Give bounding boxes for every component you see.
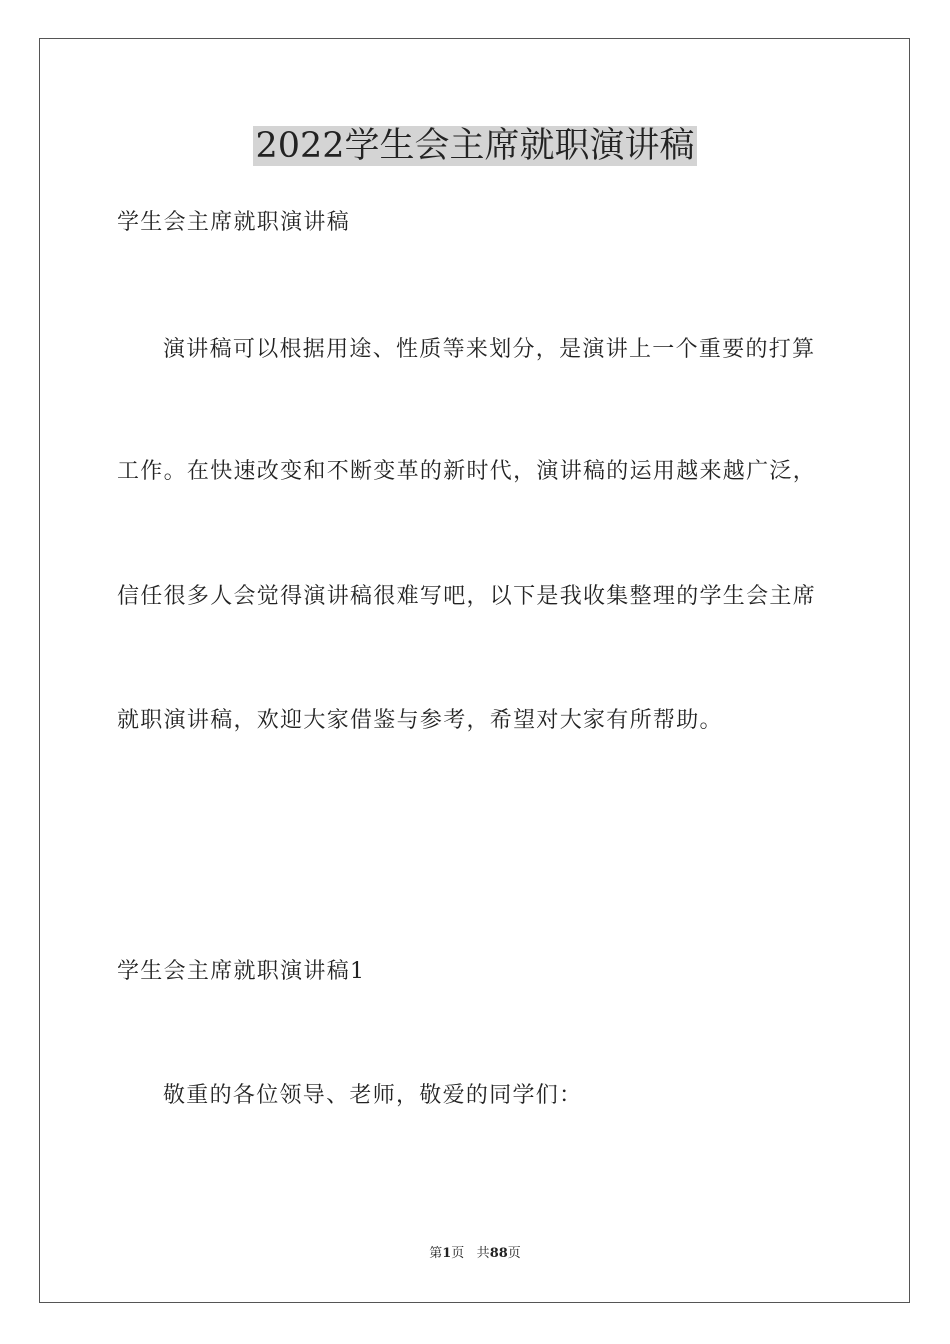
section-heading: 学生会主席就职演讲稿1 (117, 959, 366, 984)
document-subtitle: 学生会主席就职演讲稿 (117, 210, 351, 235)
footer-total-pages: 88 (489, 1246, 508, 1261)
document-title-text: 2022学生会主席就职演讲稿 (255, 126, 695, 166)
footer-prefix: 第 (429, 1246, 443, 1261)
intro-line-1: 演讲稿可以根据用途、性质等来划分，是演讲上一个重要的打算 (163, 337, 816, 362)
footer-page-number: 1 (442, 1246, 452, 1261)
greeting-line: 敬重的各位领导、老师，敬爱的同学们： (163, 1083, 583, 1108)
footer-page-suffix: 页 (451, 1246, 465, 1261)
intro-line-4: 就职演讲稿，欢迎大家借鉴与参考，希望对大家有所帮助。 (117, 708, 723, 733)
footer-total-prefix: 共 (476, 1246, 490, 1261)
intro-line-2: 工作。在快速改变和不断变革的新时代，演讲稿的运用越来越广泛， (117, 459, 817, 484)
page-footer (0, 1245, 950, 1263)
document-title (0, 124, 950, 168)
intro-line-3: 信任很多人会觉得演讲稿很难写吧，以下是我收集整理的学生会主席 (117, 584, 817, 609)
footer-total-suffix: 页 (507, 1246, 521, 1261)
